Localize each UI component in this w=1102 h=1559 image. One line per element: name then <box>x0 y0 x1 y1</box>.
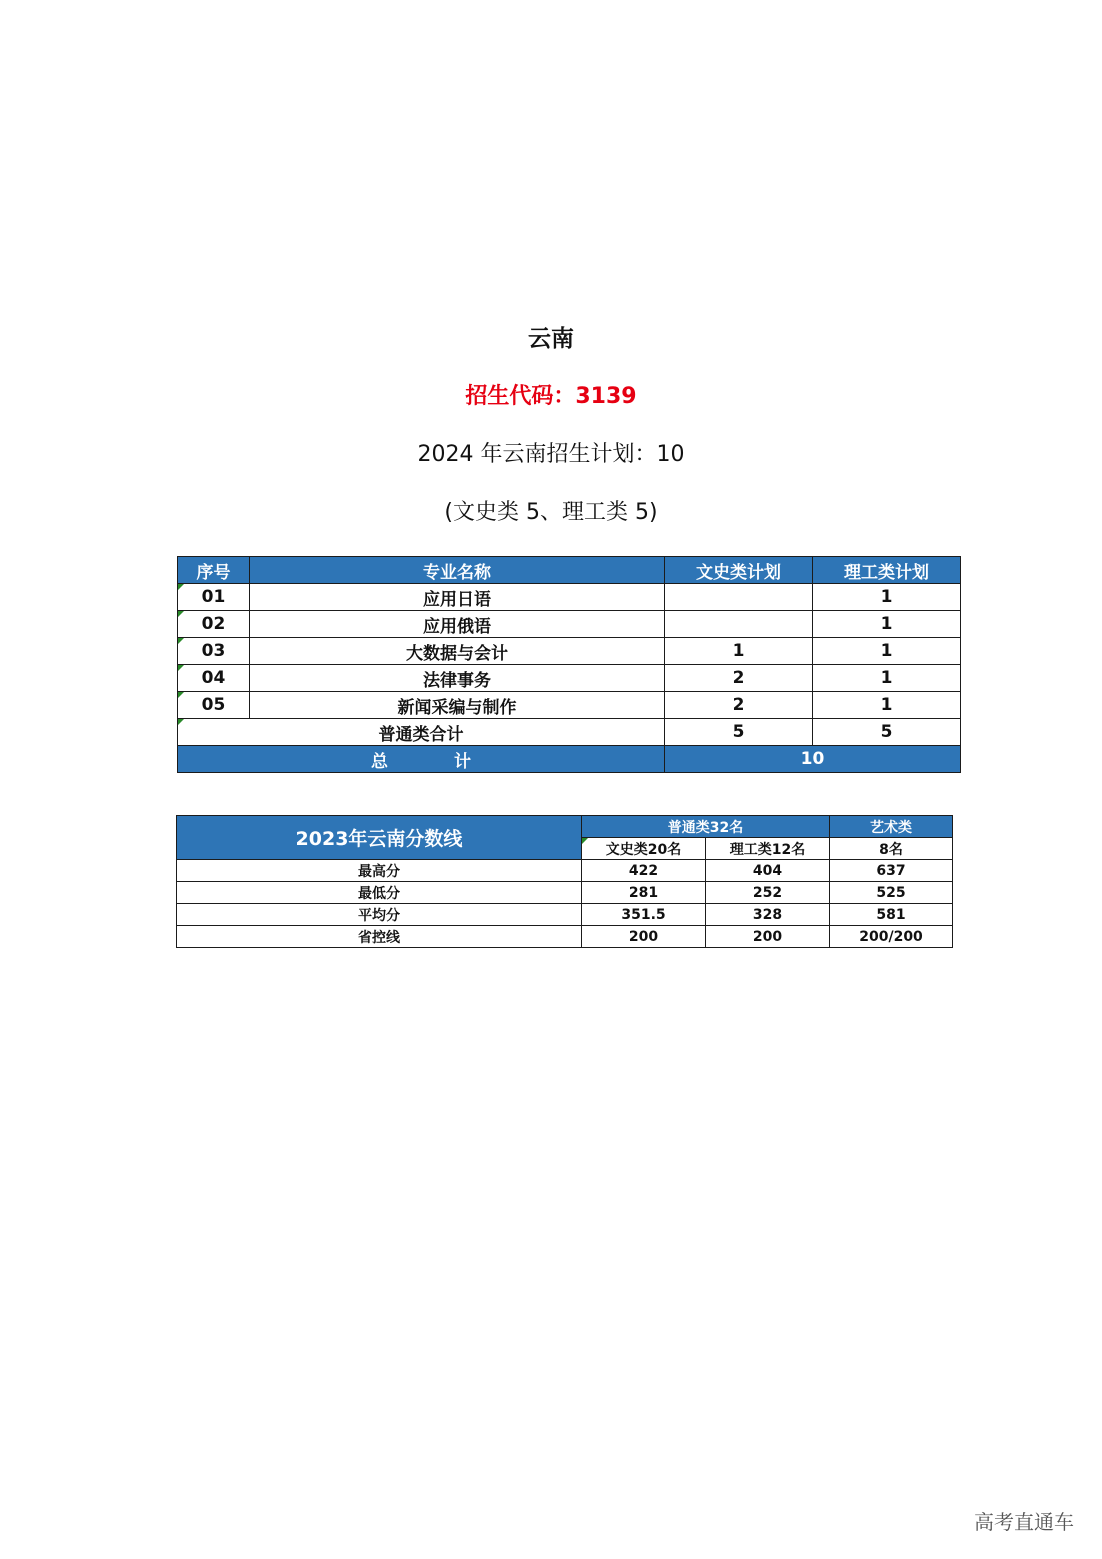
cell-marker <box>178 611 184 617</box>
table-row <box>177 860 953 882</box>
row-no: 04 <box>201 668 226 688</box>
header-no: 序号 <box>178 557 250 584</box>
subtotal-row <box>178 719 961 746</box>
score-label: 最低分 <box>177 882 582 904</box>
row-major: 应用俄语 <box>250 611 665 638</box>
total-label: 总 计 <box>371 751 471 772</box>
row-no: 02 <box>201 614 226 634</box>
plan-detail: (文史类 5、理工类 5) <box>444 500 658 525</box>
page-title: 云南 <box>528 326 574 352</box>
table-row <box>178 692 961 719</box>
col-wenshi-cell <box>582 838 706 860</box>
score-ligong: 404 <box>706 860 830 882</box>
table-row <box>178 638 961 665</box>
row-no: 03 <box>201 641 226 661</box>
row-no: 01 <box>201 587 226 607</box>
header-ligong: 理工类计划 <box>813 557 961 584</box>
score-wenshi: 422 <box>582 860 706 882</box>
cell-marker <box>178 692 184 698</box>
row-no-cell <box>178 665 250 692</box>
subtotal-label-cell <box>178 719 665 746</box>
header-wenshi: 文史类计划 <box>665 557 813 584</box>
col-art: 8名 <box>830 838 953 860</box>
subtotal-label: 普通类合计 <box>378 724 464 745</box>
row-no-cell <box>178 638 250 665</box>
score-wenshi: 351.5 <box>582 904 706 926</box>
row-no: 05 <box>201 695 226 715</box>
row-wenshi: 2 <box>665 665 813 692</box>
score-art: 525 <box>830 882 953 904</box>
row-ligong: 1 <box>813 638 961 665</box>
table-row <box>177 882 953 904</box>
row-wenshi <box>665 584 813 611</box>
score-table-title: 2023年云南分数线 <box>177 816 582 860</box>
plan-summary: 2024 年云南招生计划：10 <box>417 442 685 467</box>
row-wenshi: 1 <box>665 638 813 665</box>
score-wenshi: 281 <box>582 882 706 904</box>
table-header-row <box>178 557 961 584</box>
group-general: 普通类32名 <box>582 816 830 838</box>
group-art: 艺术类 <box>830 816 953 838</box>
table-row <box>178 665 961 692</box>
cell-marker <box>178 719 184 725</box>
score-ligong: 328 <box>706 904 830 926</box>
col-ligong: 理工类12名 <box>706 838 830 860</box>
subtotal-wenshi: 5 <box>665 719 813 746</box>
score-art: 637 <box>830 860 953 882</box>
score-art: 581 <box>830 904 953 926</box>
row-major: 大数据与会计 <box>250 638 665 665</box>
score-line-table <box>176 815 953 948</box>
row-no-cell <box>178 584 250 611</box>
table-row <box>177 904 953 926</box>
total-label-cell <box>178 746 665 773</box>
table-row <box>178 611 961 638</box>
cell-marker <box>178 665 184 671</box>
score-label: 平均分 <box>177 904 582 926</box>
header-major: 专业名称 <box>250 557 665 584</box>
row-major: 新闻采编与制作 <box>250 692 665 719</box>
score-label: 最高分 <box>177 860 582 882</box>
row-major: 法律事务 <box>250 665 665 692</box>
score-label: 省控线 <box>177 926 582 948</box>
score-ligong: 252 <box>706 882 830 904</box>
enrollment-plan-table <box>177 556 961 773</box>
row-ligong: 1 <box>813 692 961 719</box>
cell-marker <box>178 584 184 590</box>
row-wenshi <box>665 611 813 638</box>
table-row <box>178 584 961 611</box>
score-ligong: 200 <box>706 926 830 948</box>
col-wenshi: 文史类20名 <box>605 841 682 858</box>
score-header-row-1 <box>177 816 953 838</box>
enrollment-code: 招生代码：3139 <box>465 384 637 409</box>
row-ligong: 1 <box>813 584 961 611</box>
total-row <box>178 746 961 773</box>
table-row <box>177 926 953 948</box>
row-wenshi: 2 <box>665 692 813 719</box>
total-value: 10 <box>665 746 961 773</box>
row-no-cell <box>178 692 250 719</box>
cell-marker <box>582 838 588 844</box>
row-major: 应用日语 <box>250 584 665 611</box>
row-ligong: 1 <box>813 611 961 638</box>
score-wenshi: 200 <box>582 926 706 948</box>
cell-marker <box>178 638 184 644</box>
row-no-cell <box>178 611 250 638</box>
row-ligong: 1 <box>813 665 961 692</box>
subtotal-ligong: 5 <box>813 719 961 746</box>
score-art: 200/200 <box>830 926 953 948</box>
watermark-text: 高考直通车 <box>974 1510 1074 1534</box>
